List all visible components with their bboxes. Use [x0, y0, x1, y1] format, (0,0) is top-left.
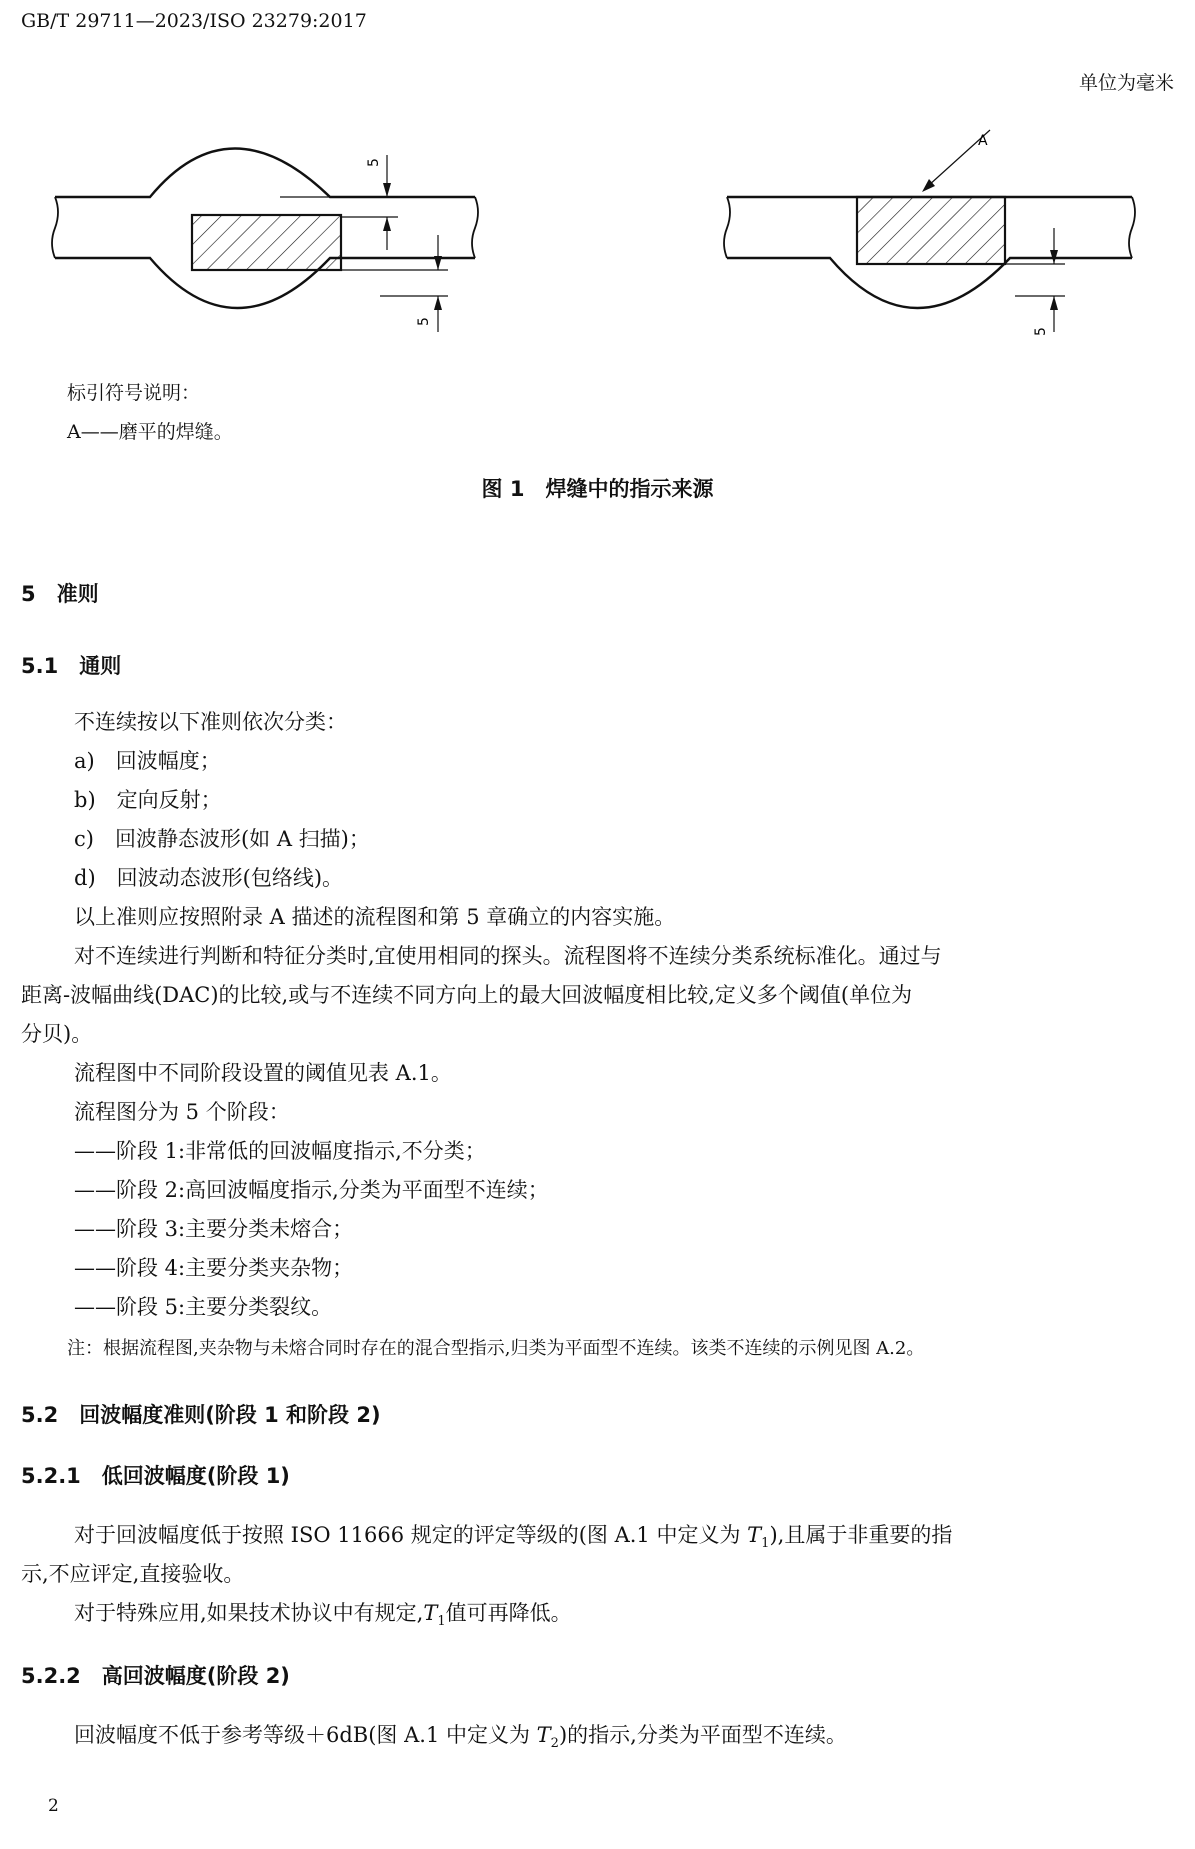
section-5-2-1-heading: 5.2.1 低回波幅度(阶段 1) — [21, 1464, 290, 1488]
paragraph: 回波幅度不低于参考等级＋6dB(图 A.1 中定义为 $T_2$)的指示,分类为平面型不连续。 — [74, 1723, 847, 1752]
label-a: A — [978, 133, 988, 149]
paragraph: 流程图分为 5 个阶段： — [74, 1100, 290, 1124]
paragraph-line: 分贝)。 — [21, 1022, 93, 1046]
dim-left-bottom: 5 — [416, 317, 432, 326]
paragraph: 以上准则应按照附录 A 描述的流程图和第 5 章确立的内容实施。 — [74, 905, 676, 929]
legend-a: A——磨平的焊缝。 — [67, 421, 233, 443]
list-item-d: d) 回波动态波形(包络线)。 — [74, 866, 344, 890]
unit-note: 单位为毫米 — [1078, 72, 1174, 94]
dim-left-top: 5 — [366, 158, 382, 167]
page-number: 2 — [48, 1796, 59, 1816]
stage-item: ——阶段 5:主要分类裂纹。 — [74, 1295, 333, 1319]
paragraph-line: 距离-波幅曲线(DAC)的比较,或与不连续不同方向上的最大回波幅度相比较,定义多个阈值(单位为 — [21, 983, 913, 1007]
section-5-2-2-heading: 5.2.2 高回波幅度(阶段 2) — [21, 1664, 290, 1688]
left-weld-diagram — [52, 149, 478, 309]
dim-right-bottom: 5 — [1033, 327, 1049, 336]
paragraph: 对于特殊应用,如果技术协议中有规定$,T_1$值可再降低。 — [74, 1601, 572, 1630]
note: 注：根据流程图,夹杂物与未熔合同时存在的混合型指示,归类为平面型不连续。该类不连续的示例见图 A.2。 — [67, 1338, 925, 1359]
standard-number: GB/T 29711—2023/ISO 23279:2017 — [21, 10, 367, 32]
figure-caption: 图 1 焊缝中的指示来源 — [481, 477, 714, 501]
section-5-1-heading: 5.1 通则 — [21, 654, 122, 678]
stage-item: ——阶段 2:高回波幅度指示,分类为平面型不连续； — [74, 1178, 549, 1202]
paragraph-line: 示,不应评定,直接验收。 — [21, 1562, 245, 1586]
section-5-heading: 5 准则 — [21, 582, 99, 606]
list-item-a: a) 回波幅度； — [74, 749, 221, 773]
section-5-2-heading: 5.2 回波幅度准则(阶段 1 和阶段 2) — [21, 1403, 381, 1427]
legend-title: 标引符号说明： — [67, 382, 201, 404]
section-5-1-intro: 不连续按以下准则依次分类： — [74, 710, 347, 734]
right-weld-diagram — [724, 197, 1135, 308]
list-item-b: b) 定向反射； — [74, 788, 222, 812]
weld-figure — [0, 100, 1195, 340]
paragraph: 流程图中不同阶段设置的阈值见表 A.1。 — [74, 1061, 452, 1085]
stage-item: ——阶段 1:非常低的回波幅度指示,不分类； — [74, 1139, 486, 1163]
stage-item: ——阶段 3:主要分类未熔合； — [74, 1217, 354, 1241]
list-item-c: c) 回波静态波形(如 A 扫描)； — [74, 827, 370, 851]
stage-item: ——阶段 4:主要分类夹杂物； — [74, 1256, 354, 1280]
paragraph-line: 对于回波幅度低于按照 ISO 11666 规定的评定等级的(图 A.1 中定义为 $T_1$),且属于非重要的指 — [74, 1523, 953, 1552]
paragraph-line: 对不连续进行判断和特征分类时,宜使用相同的探头。流程图将不连续分类系统标准化。通过与 — [74, 944, 942, 968]
